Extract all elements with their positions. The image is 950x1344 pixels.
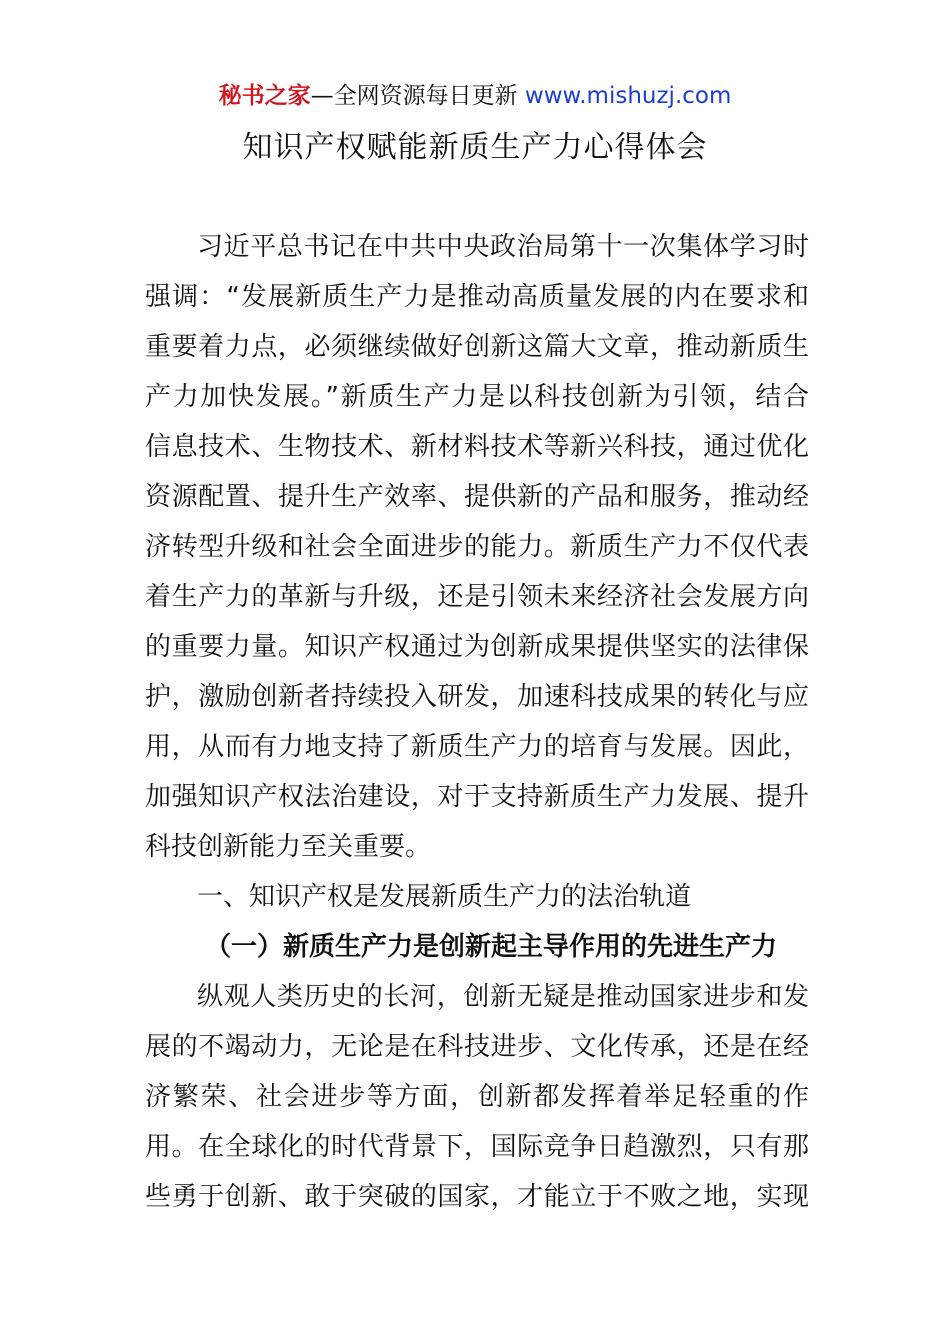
site-url[interactable]: www.mishuzj.com (524, 83, 732, 109)
header-tagline: —全网资源每日更新 (310, 83, 525, 109)
paragraph-line: 着生产力的革新与升级，还是引领未来经济社会发展方向 (145, 582, 809, 612)
paragraph-line: 护，激励创新者持续投入研发，加速科技成果的转化与应 (145, 682, 809, 712)
paragraph-line: 用。在全球化的时代背景下，国际竞争日趋激烈，只有那 (145, 1132, 809, 1162)
paragraph-line: 习近平总书记在中共中央政治局第十一次集体学习时 (197, 232, 809, 262)
paragraph-line: 资源配置、提升生产效率、提供新的产品和服务，推动经 (145, 482, 809, 512)
document-body (145, 222, 809, 1222)
paragraph-line: 产力加快发展。”新质生产力是以科技创新为引领，结合 (145, 382, 809, 412)
paragraph-line: 强调：“发展新质生产力是推动高质量发展的内在要求和 (145, 282, 809, 312)
paragraph-line: 加强知识产权法治建设，对于支持新质生产力发展、提升 (145, 782, 809, 812)
paragraph-line: 的重要力量。知识产权通过为创新成果提供坚实的法律保 (145, 632, 809, 662)
paragraph-line: 用，从而有力地支持了新质生产力的培育与发展。因此， (145, 732, 809, 762)
paragraph-line: 纵观人类历史的长河，创新无疑是推动国家进步和发 (197, 982, 809, 1012)
paragraph-line: 展的不竭动力，无论是在科技进步、文化传承，还是在经 (145, 1032, 809, 1062)
paragraph-line: 济繁荣、社会进步等方面，创新都发挥着举足轻重的作 (145, 1082, 809, 1112)
paragraph-line: 信息技术、生物技术、新材料技术等新兴科技，通过优化 (145, 432, 809, 462)
document-title: 知识产权赋能新质生产力心得体会 (242, 130, 708, 165)
paragraph-line: 济转型升级和社会全面进步的能力。新质生产力不仅代表 (145, 532, 809, 562)
site-header (0, 80, 950, 112)
paragraph-line: 重要着力点，必须继续做好创新这篇大文章，推动新质生 (145, 332, 809, 362)
brand-name: 秘书之家 (218, 83, 311, 109)
paragraph-line: 些勇于创新、敢于突破的国家，才能立于不败之地，实现 (145, 1182, 809, 1212)
subsection-heading: （一）新质生产力是创新起主导作用的先进生产力 (205, 932, 778, 962)
section-heading: 一、知识产权是发展新质生产力的法治轨道 (197, 882, 692, 912)
paragraph-line: 科技创新能力至关重要。 (145, 832, 432, 862)
